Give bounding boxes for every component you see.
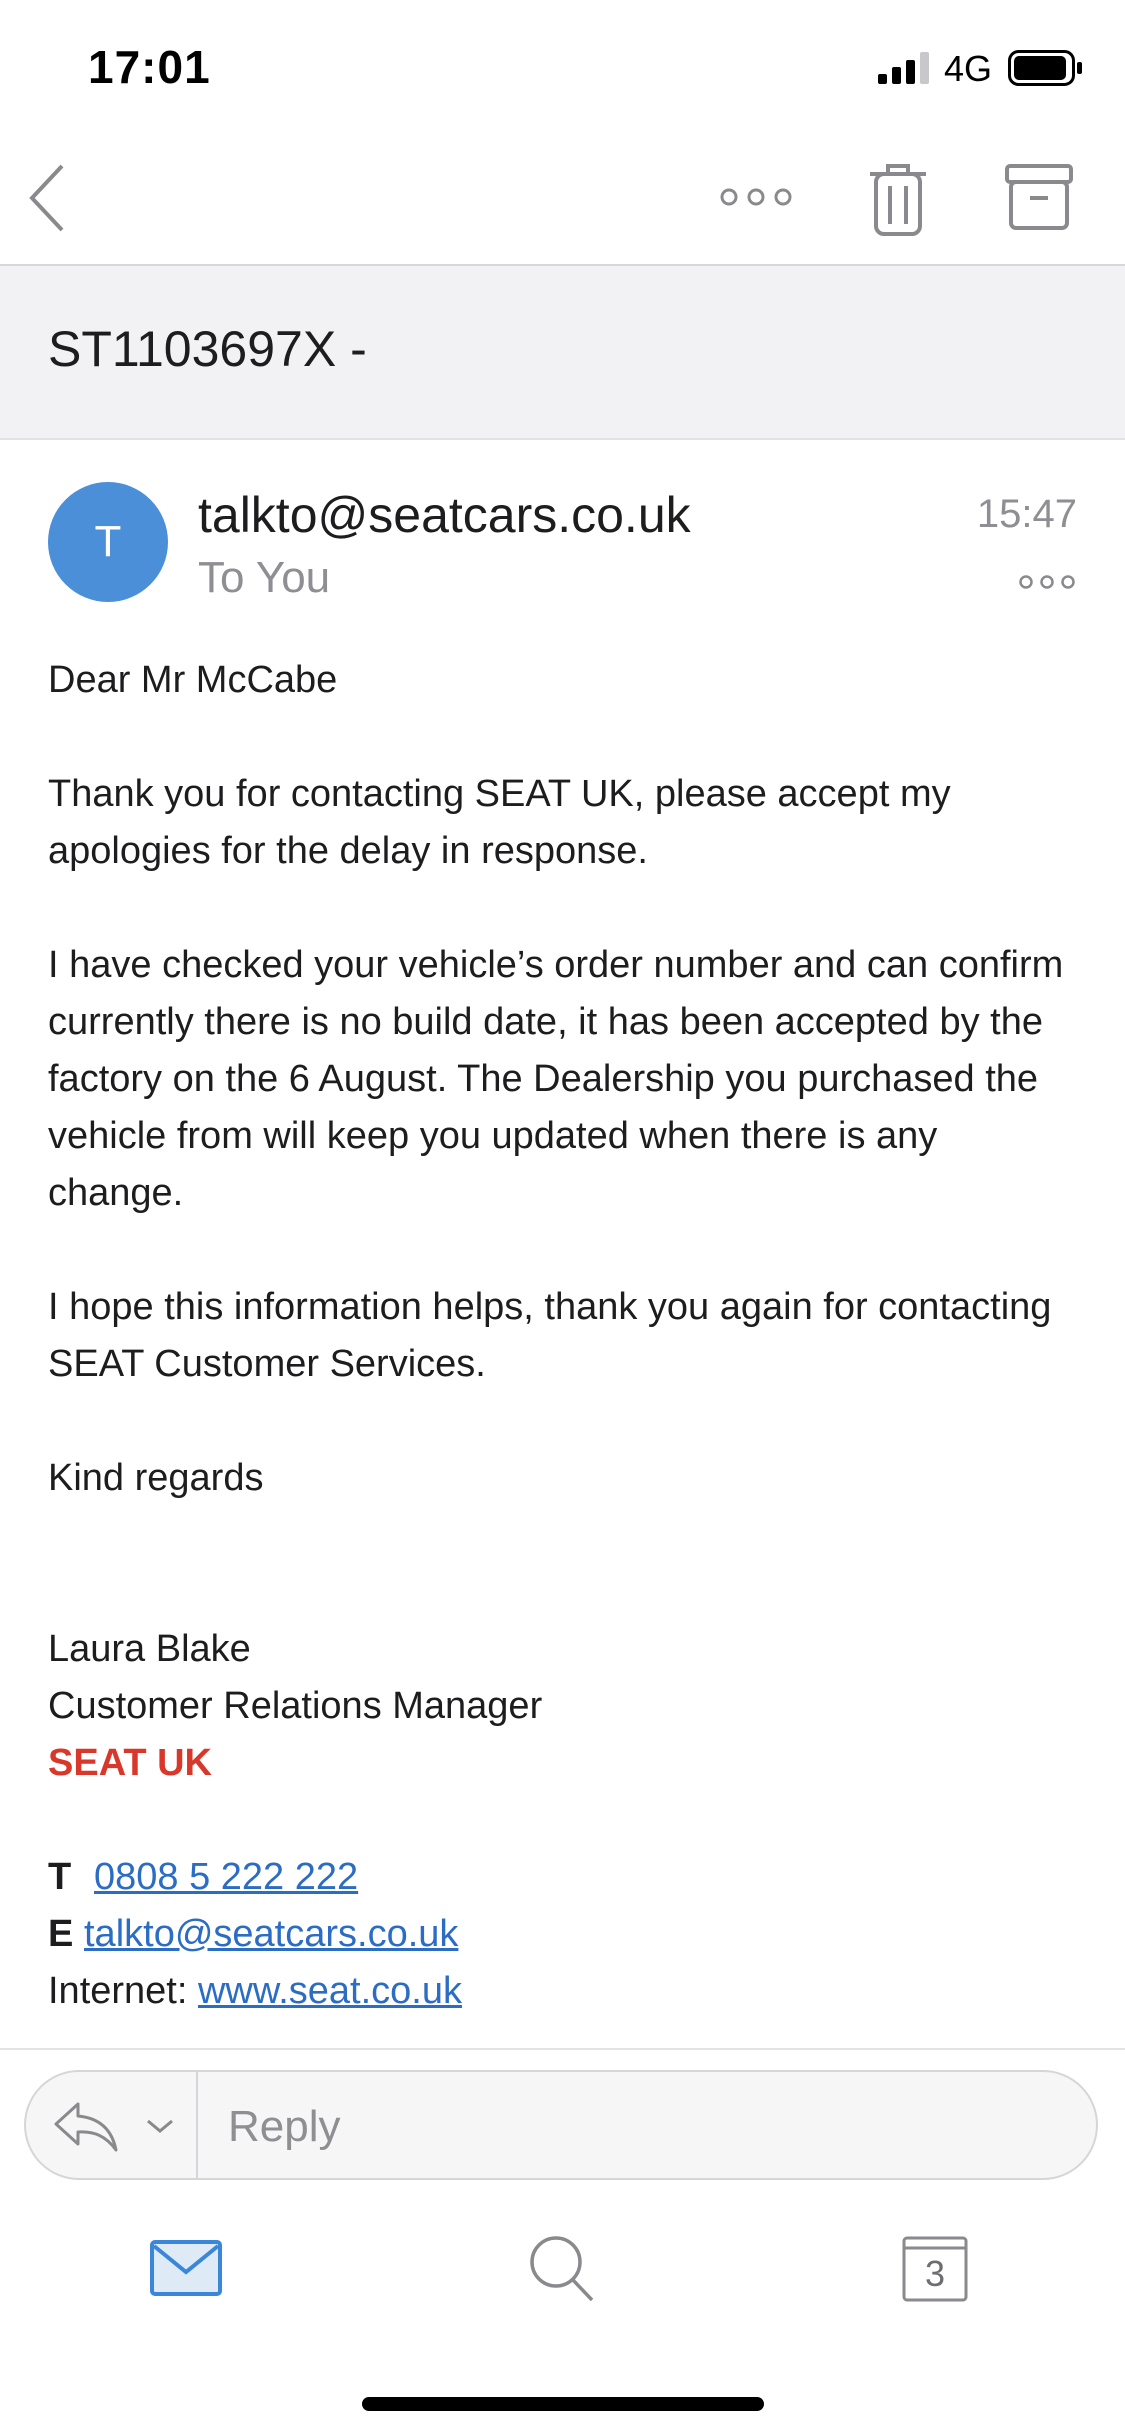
reply-input[interactable]: Reply [228, 2102, 341, 2151]
recipient-line[interactable]: To You [198, 553, 331, 602]
greeting: Dear Mr McCabe [48, 659, 338, 701]
signature-name: Laura Blake [48, 1628, 251, 1670]
message-time: 15:47 [976, 492, 1077, 536]
email-link[interactable]: talkto@seatcars.co.uk [84, 1913, 459, 1955]
phone-link[interactable]: 0808 5 222 222 [94, 1856, 359, 1898]
mail-icon[interactable] [150, 2240, 222, 2296]
back-arrow-icon[interactable] [26, 160, 70, 236]
signature-internet-line [48, 1963, 1078, 2020]
closing: Kind regards [48, 1457, 264, 1499]
navigation-bar [0, 132, 1125, 266]
calendar-icon[interactable] [902, 2236, 968, 2302]
message-body [48, 652, 1078, 2020]
search-icon[interactable] [528, 2234, 596, 2304]
email-subject: ST1103697X - [48, 321, 367, 377]
more-options-icon[interactable] [718, 186, 794, 208]
body-paragraph-3: I hope this information helps, thank you again for contacting SEAT Customer Services. [48, 1286, 1052, 1385]
message-more-icon[interactable] [1018, 574, 1076, 590]
reply-arrow-icon[interactable] [50, 2098, 122, 2154]
network-type: 4G [944, 48, 993, 89]
trash-icon[interactable] [866, 158, 930, 238]
calendar-day: 3 [924, 2253, 946, 2294]
signature-company: SEAT UK [48, 1742, 212, 1784]
website-link[interactable]: www.seat.co.uk [197, 1970, 462, 2012]
sender-avatar[interactable]: T [48, 482, 168, 602]
home-indicator[interactable] [362, 2397, 764, 2411]
chevron-down-icon[interactable] [144, 2116, 176, 2136]
body-paragraph-1: Thank you for contacting SEAT UK, please accept my apologies for the delay in response. [48, 773, 951, 872]
reply-bar[interactable] [24, 2070, 1098, 2180]
battery-icon [1008, 50, 1084, 86]
signature-phone-line [48, 1849, 1078, 1906]
archive-icon[interactable] [1004, 162, 1074, 232]
subject-header [0, 266, 1125, 440]
email-label: E [48, 1913, 74, 1955]
sender-address[interactable]: talkto@seatcars.co.uk [198, 487, 691, 543]
signature-title: Customer Relations Manager [48, 1685, 543, 1727]
status-time: 17:01 [88, 41, 211, 93]
status-bar [0, 0, 1125, 132]
body-paragraph-2: I have checked your vehicle’s order number and can confirm currently there is no build date, it has been accepted by the factory on the 6 August. The Dealership you purchased the vehicle from will keep you updated when there is any change. [48, 944, 1064, 1214]
signal-strength-icon [878, 52, 932, 84]
phone-label: T [48, 1856, 72, 1898]
signature-email-line [48, 1906, 1078, 1963]
internet-label: Internet: [48, 1970, 188, 2012]
